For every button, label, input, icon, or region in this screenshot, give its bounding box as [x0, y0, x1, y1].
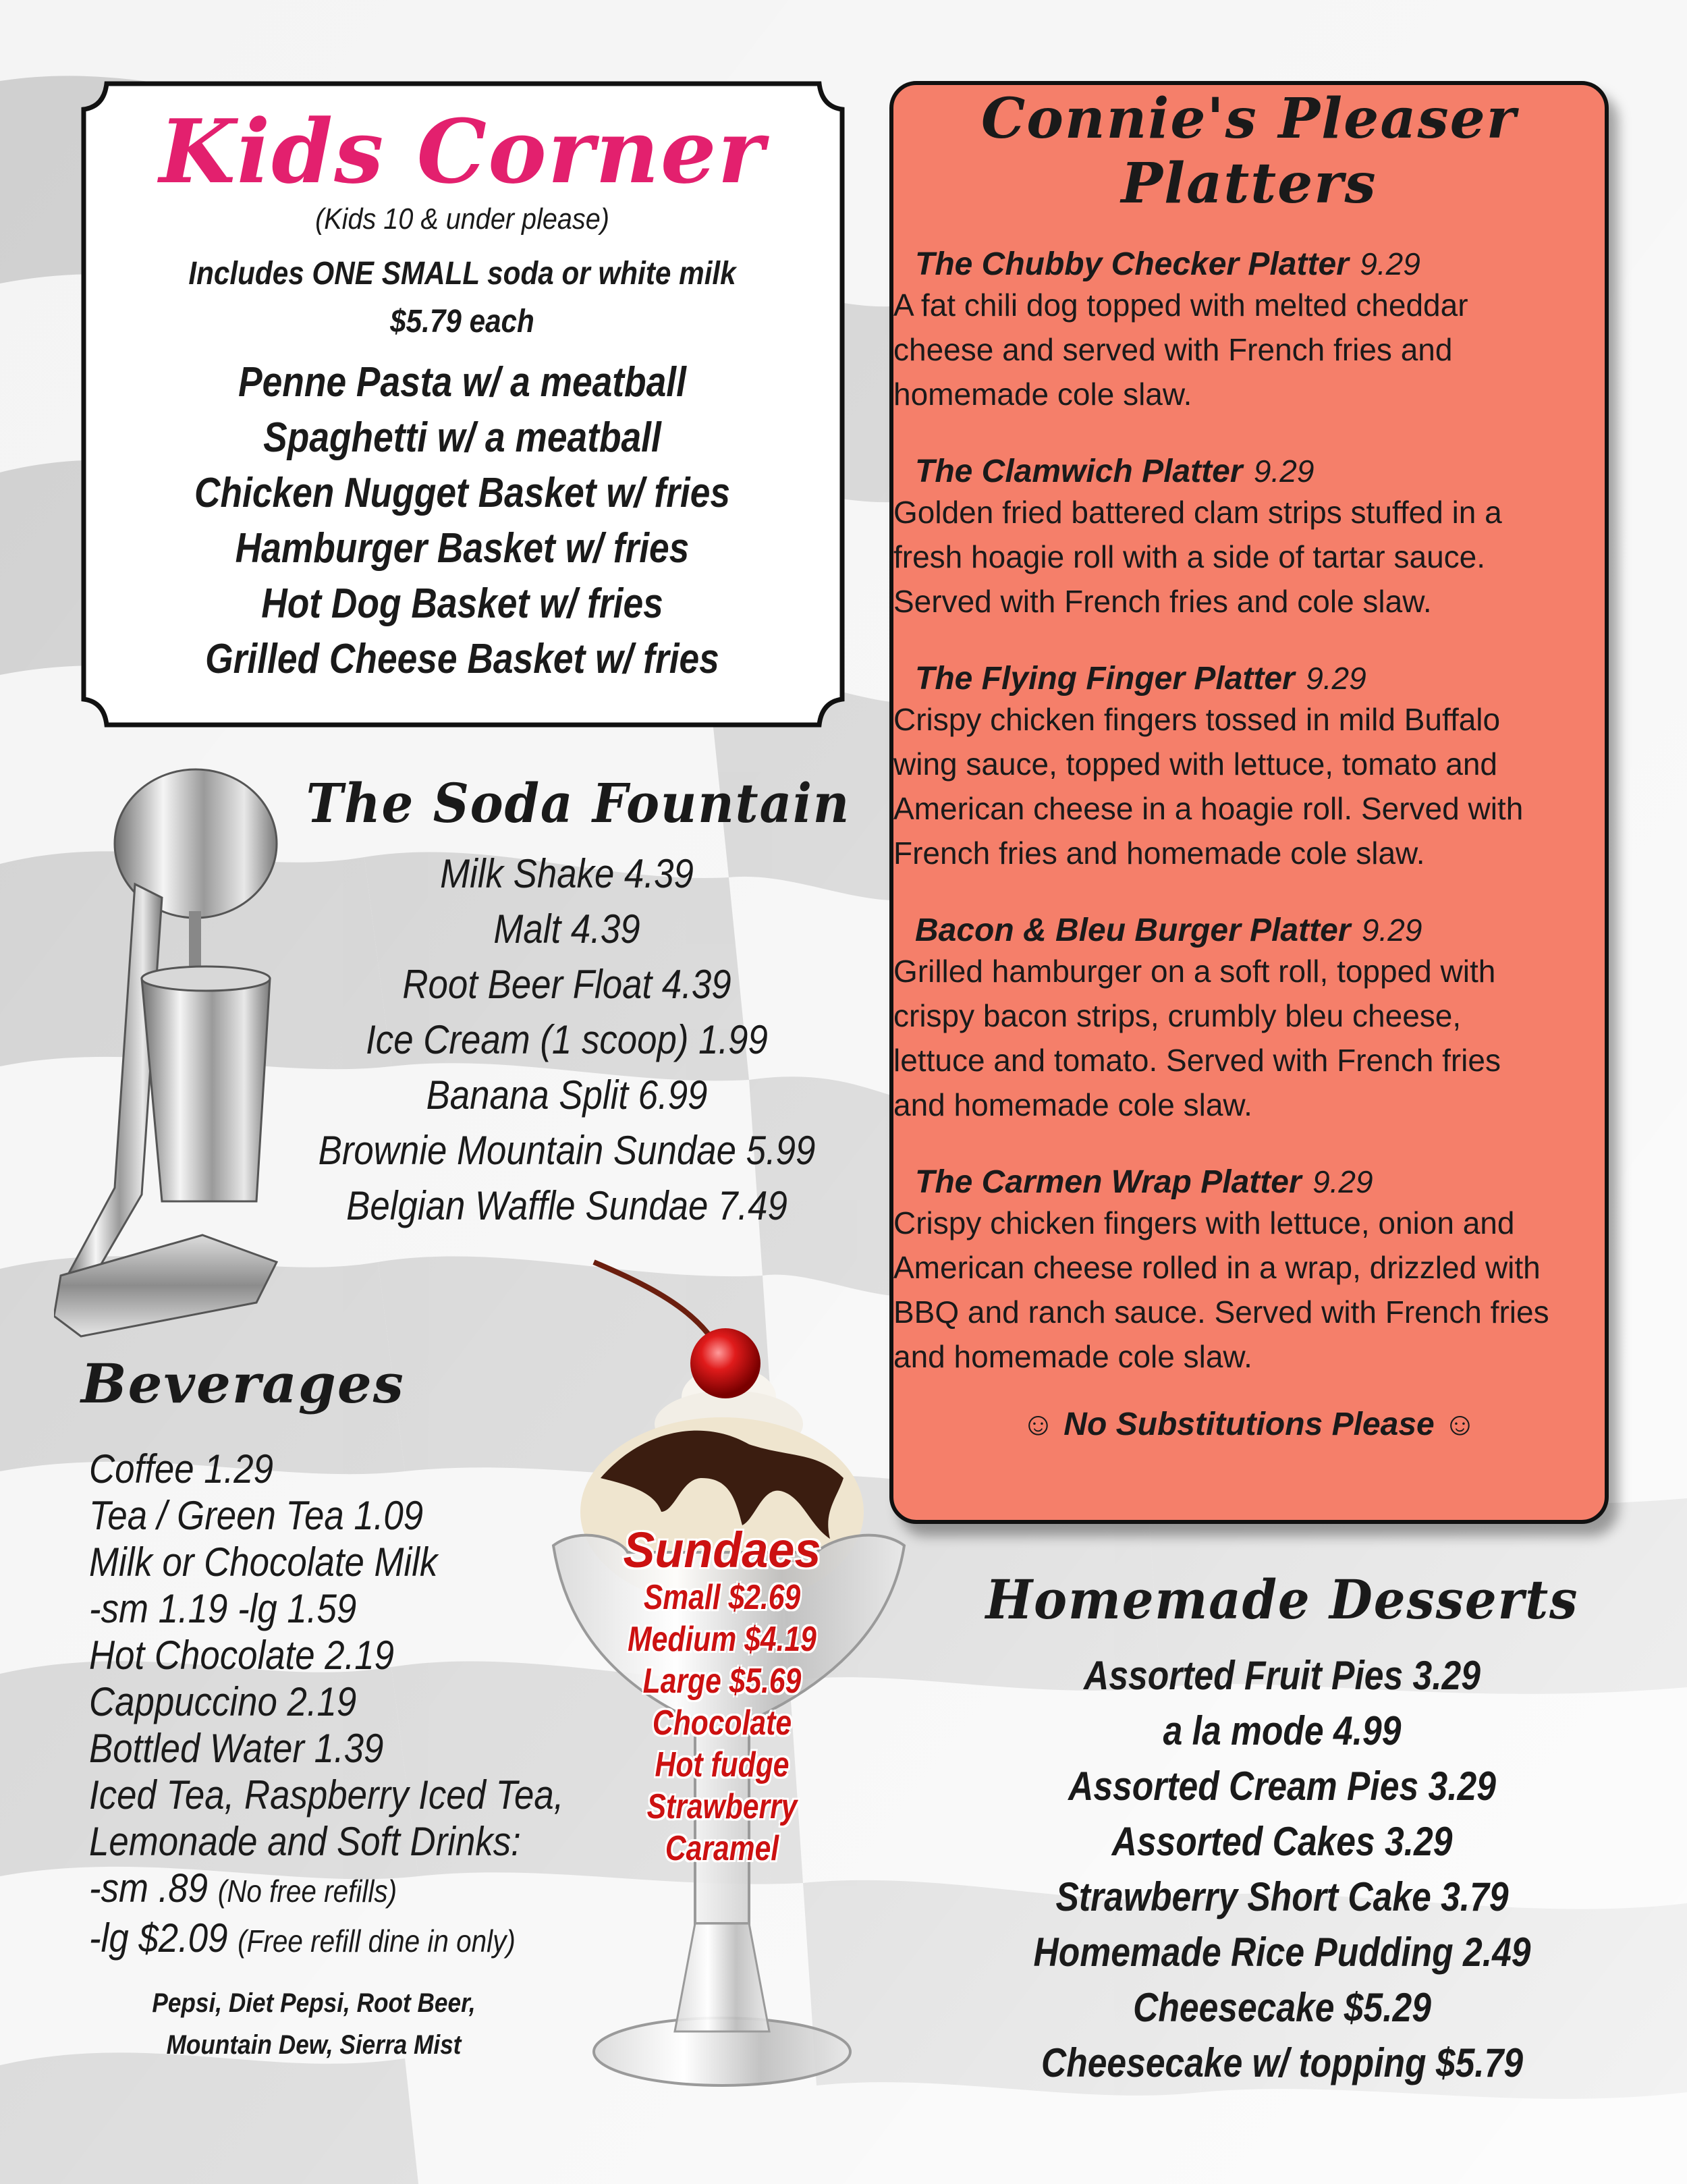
soft-drink-large-note: (Free refill dine in only): [238, 1923, 516, 1959]
beverage-item: -sm 1.19 -lg 1.59: [89, 1586, 357, 1631]
beverage-item: Iced Tea, Raspberry Iced Tea,: [89, 1772, 564, 1818]
desserts-title: Homemade Desserts: [985, 1568, 1579, 1631]
beverages-title: Beverages: [81, 1352, 405, 1415]
platter-desc-line: fresh hoagie roll with a side of tartar sauce.: [893, 539, 1486, 574]
sundae-line: Caramel: [665, 1829, 779, 1868]
soda-fountain-items: [283, 846, 850, 1234]
platter-desc-line: Golden fried battered clam strips stuffed in a: [893, 495, 1502, 530]
kids-corner-title: Kids Corner: [159, 100, 766, 203]
sundae-line: Large $5.69: [642, 1662, 802, 1701]
beverage-item: Coffee 1.29: [89, 1446, 274, 1492]
fountain-item: Brownie Mountain Sundae 5.99: [318, 1128, 816, 1173]
sundae-line: Chocolate: [652, 1703, 792, 1743]
fountain-item: Root Beer Float 4.39: [402, 962, 731, 1007]
platters-list: [893, 246, 1605, 1379]
kids-item: Spaghetti w/ a meatball: [263, 414, 661, 461]
sundaes-section: [594, 1524, 850, 1869]
dessert-item: Cheesecake $5.29: [1133, 1985, 1431, 2030]
beverage-item: Milk or Chocolate Milk: [89, 1539, 438, 1585]
soda-fountain-title: The Soda Fountain: [306, 771, 851, 835]
beverage-item: Tea / Green Tea 1.09: [89, 1493, 424, 1538]
sundaes-title: Sundaes: [623, 1522, 821, 1578]
kids-item: Hot Dog Basket w/ fries: [261, 580, 663, 627]
sundae-line: Hot fudge: [655, 1745, 790, 1784]
platter-desc-line: cheese and served with French fries and: [893, 332, 1453, 367]
platter-name: The Carmen Wrap Platter: [915, 1164, 1302, 1200]
platter-price: 9.29: [1253, 454, 1315, 489]
platter-item: [893, 912, 1605, 1127]
kids-item: Penne Pasta w/ a meatball: [238, 359, 686, 406]
soft-drink-small-note: (No free refills): [217, 1874, 397, 1909]
platter-item: [893, 246, 1605, 416]
kids-price: $5.79 each: [390, 304, 534, 339]
brands-line: Pepsi, Diet Pepsi, Root Beer,: [152, 1988, 476, 2018]
soft-drink-large-price: -lg $2.09: [89, 1915, 228, 1961]
dessert-item: Assorted Fruit Pies 3.29: [1084, 1653, 1481, 1698]
platter-name: The Flying Finger Platter: [915, 661, 1295, 697]
kids-subtitle: (Kids 10 & under please): [315, 202, 609, 236]
platter-desc-line: crispy bacon strips, crumbly bleu cheese,: [893, 998, 1462, 1033]
soft-drink-small: [89, 1865, 569, 1915]
dessert-item: a la mode 4.99: [1163, 1708, 1402, 1753]
platter-name: The Chubby Checker Platter: [915, 246, 1349, 282]
fountain-item: Ice Cream (1 scoop) 1.99: [366, 1017, 768, 1062]
beverage-item: Bottled Water 1.39: [89, 1726, 384, 1771]
platter-desc-line: American cheese in a hoagie roll. Served with: [893, 791, 1524, 826]
platter-item: [893, 1164, 1605, 1379]
fountain-item: Banana Split 6.99: [426, 1072, 708, 1118]
platter-desc-line: American cheese rolled in a wrap, drizzled with: [893, 1250, 1541, 1285]
sundae-line: Small $2.69: [643, 1578, 801, 1617]
platter-desc-line: French fries and homemade cole slaw.: [893, 836, 1425, 871]
beverage-item: Hot Chocolate 2.19: [89, 1633, 395, 1678]
dessert-item: Homemade Rice Pudding 2.49: [1033, 1930, 1531, 1975]
platter-desc-line: homemade cole slaw.: [893, 377, 1192, 412]
platter-price: 9.29: [1361, 912, 1422, 948]
desserts-list: [945, 1648, 1620, 2091]
dessert-item: Assorted Cakes 3.29: [1111, 1819, 1453, 1864]
dessert-item: Assorted Cream Pies 3.29: [1068, 1764, 1496, 1809]
platter-desc-line: BBQ and ranch sauce. Served with French fries: [893, 1294, 1549, 1330]
desserts-section: [945, 1566, 1620, 2091]
dessert-item: Strawberry Short Cake 3.79: [1055, 1874, 1509, 1919]
platter-desc-line: Served with French fries and cole slaw.: [893, 584, 1432, 619]
platter-price: 9.29: [1360, 246, 1420, 281]
sundae-line: Strawberry: [646, 1787, 798, 1826]
platter-price: 9.29: [1312, 1164, 1373, 1199]
platter-item: [893, 660, 1605, 875]
platter-name: The Clamwich Platter: [915, 454, 1243, 489]
platter-name: Bacon & Bleu Burger Platter: [915, 912, 1351, 948]
beverage-item: Cappuccino 2.19: [89, 1679, 357, 1724]
sundae-line: Medium $4.19: [628, 1620, 817, 1659]
platter-price: 9.29: [1306, 661, 1366, 696]
kids-corner-section: [88, 101, 837, 687]
beverage-item: Lemonade and Soft Drinks:: [89, 1819, 521, 1864]
fountain-item: Malt 4.39: [493, 906, 640, 952]
platters-title: [893, 86, 1605, 216]
platter-desc-line: lettuce and tomato. Served with French fries: [893, 1043, 1501, 1078]
dessert-item: Cheesecake w/ topping $5.79: [1041, 2040, 1524, 2085]
soft-drink-brands: [81, 1982, 547, 2066]
kids-item: Hamburger Basket w/ fries: [235, 525, 690, 572]
kids-items-list: [88, 355, 837, 687]
milkshake-mixer-image: [54, 763, 297, 1343]
soft-drink-large: [89, 1915, 569, 1965]
platter-desc-line: wing sauce, topped with lettuce, tomato and: [893, 746, 1498, 782]
soft-drink-small-price: -sm .89: [89, 1865, 209, 1911]
platter-item: [893, 453, 1605, 624]
platters-box: [889, 81, 1609, 1524]
platter-desc-line: and homemade cole slaw.: [893, 1087, 1252, 1122]
brands-line: Mountain Dew, Sierra Mist: [166, 2030, 462, 2060]
platter-desc-line: and homemade cole slaw.: [893, 1339, 1252, 1374]
fountain-item: Milk Shake 4.39: [440, 851, 694, 896]
platter-desc-line: Crispy chicken fingers tossed in mild Buffalo: [893, 702, 1501, 737]
no-substitutions-note: ☺ No Substitutions Please ☺: [1021, 1407, 1477, 1442]
kids-includes: Includes ONE SMALL soda or white milk: [188, 256, 736, 292]
kids-item: Grilled Cheese Basket w/ fries: [205, 636, 719, 682]
platters-title-line1: Connie's Pleaser: [981, 86, 1517, 151]
platter-desc-line: A fat chili dog topped with melted cheddar: [893, 288, 1468, 323]
fountain-item: Belgian Waffle Sundae 7.49: [346, 1183, 787, 1228]
platter-desc-line: Crispy chicken fingers with lettuce, onion and: [893, 1205, 1515, 1240]
platters-title-line2: Platters: [1121, 151, 1377, 216]
platter-desc-line: Grilled hamburger on a soft roll, topped with: [893, 954, 1496, 989]
kids-item: Chicken Nugget Basket w/ fries: [194, 470, 731, 516]
soda-fountain-section: [283, 769, 850, 1234]
